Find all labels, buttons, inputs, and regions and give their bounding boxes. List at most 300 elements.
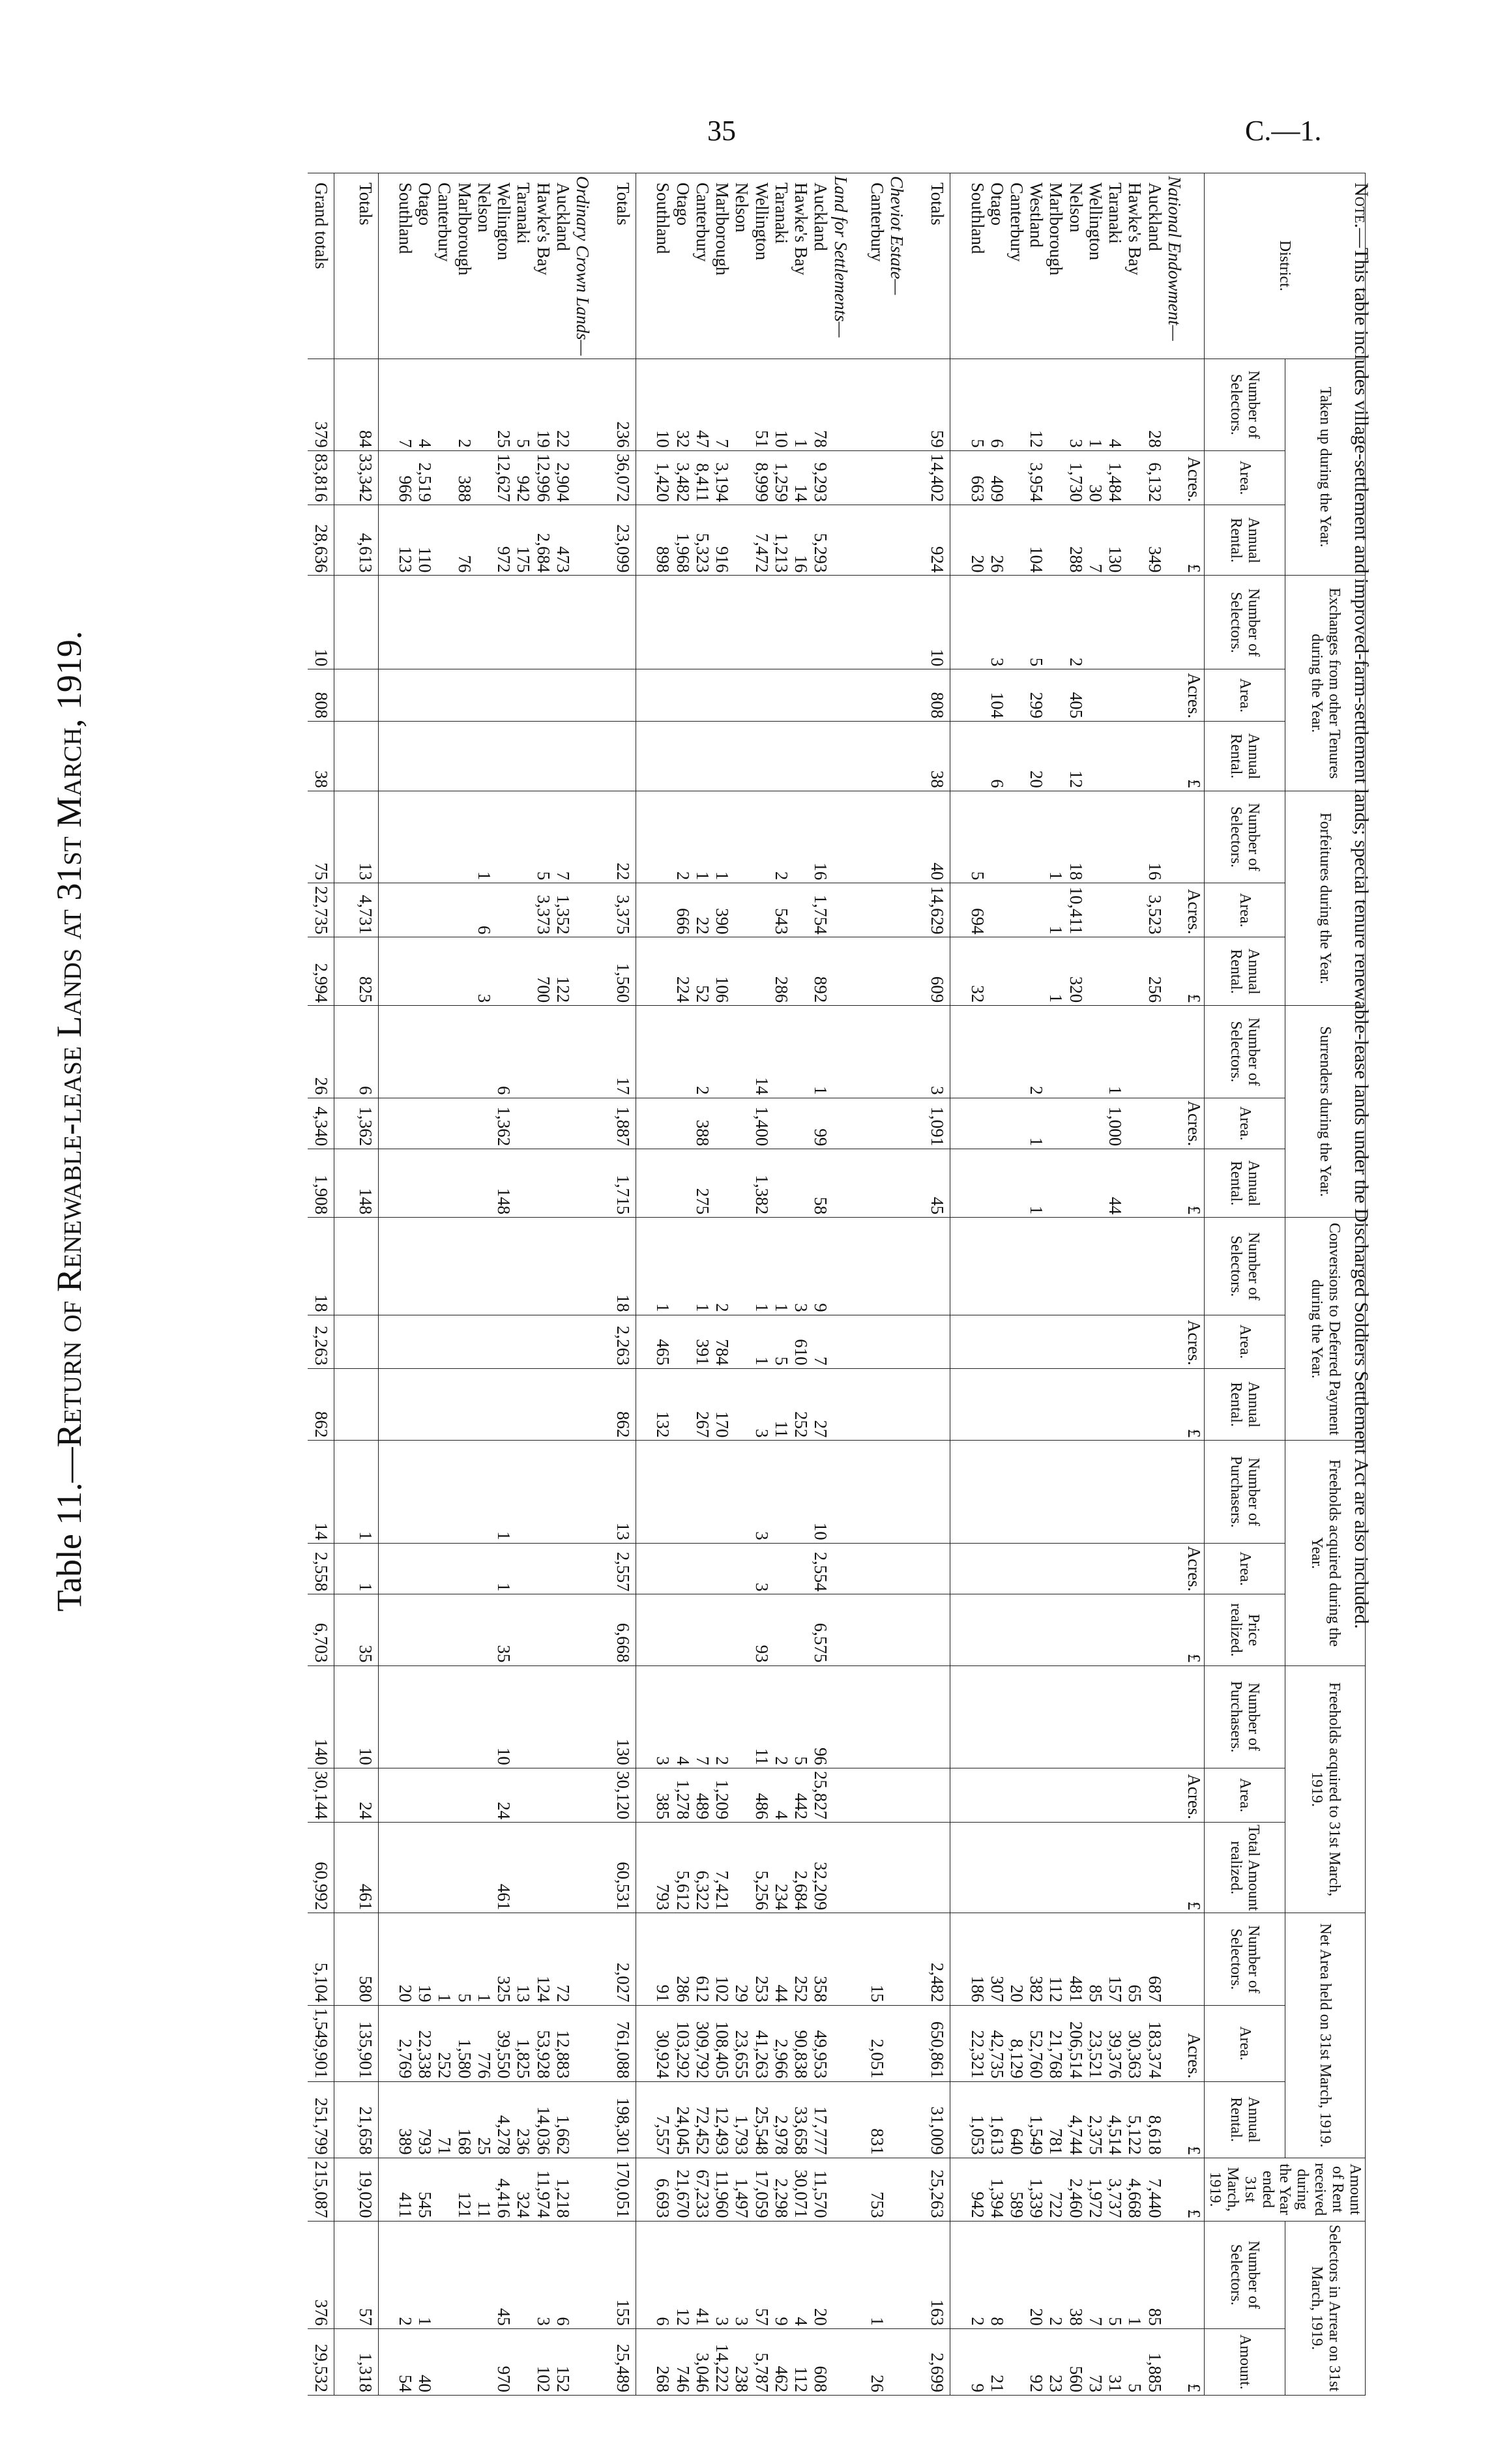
table-cell: 5,122 <box>1125 2081 1145 2158</box>
table-cell: 5,293 <box>811 505 830 576</box>
empty-cell <box>334 173 352 359</box>
subheader-area: Area. <box>1205 450 1285 505</box>
table-cell: 831 <box>868 2081 887 2158</box>
table-cell <box>1106 669 1125 722</box>
empty-cell <box>573 883 593 937</box>
empty-cell <box>593 1006 609 1098</box>
table-cell: 83,816 <box>308 450 334 505</box>
empty-cell <box>593 1543 609 1594</box>
table-cell: 640 <box>1007 2081 1027 2158</box>
table-cell <box>415 791 435 883</box>
empty-cell <box>851 1665 868 1768</box>
empty-cell <box>830 791 850 883</box>
table-cell: 15 <box>868 1913 887 2005</box>
empty-cell <box>636 1768 654 1822</box>
unit-cell: £ <box>1184 2081 1205 2158</box>
table-cell <box>1007 1665 1027 1768</box>
table-cell: 972 <box>494 505 514 576</box>
empty-cell <box>593 2005 609 2081</box>
empty-cell <box>950 1368 968 1441</box>
table-cell: 25 <box>475 2081 494 2158</box>
district-name: Canterbury <box>693 173 712 359</box>
table-cell: 2 <box>454 359 474 450</box>
table-cell <box>732 1218 752 1315</box>
table-cell: 5 <box>791 1665 811 1768</box>
table-row <box>712 173 732 2396</box>
empty-cell <box>830 2005 850 2081</box>
empty-cell <box>950 883 968 937</box>
table-cell: 1 <box>693 1218 712 1315</box>
district-name: Southland <box>653 173 673 359</box>
unit-cell: Acres. <box>1184 450 1205 505</box>
table-cell <box>351 722 378 791</box>
table-cell: 7 <box>693 1665 712 1768</box>
empty-cell <box>334 1913 352 2005</box>
table-cell <box>1125 1823 1145 1913</box>
table-cell: 3,523 <box>1145 883 1164 937</box>
renewable-lease-table <box>308 173 1366 2396</box>
table-cell <box>868 1768 887 1822</box>
table-cell <box>791 1149 811 1218</box>
empty-cell <box>334 722 352 791</box>
table-cell: 612 <box>693 1913 712 2005</box>
empty-cell <box>907 791 924 883</box>
table-cell <box>967 1441 987 1543</box>
table-cell: 30,071 <box>791 2158 811 2221</box>
empty-cell <box>334 576 352 669</box>
table-cell <box>1007 1768 1027 1822</box>
table-cell <box>1066 1315 1085 1368</box>
table-cell <box>1106 1315 1125 1368</box>
table-cell: 13 <box>514 1913 533 2005</box>
table-cell: 2,482 <box>924 1913 950 2005</box>
empty-cell <box>378 1149 396 1218</box>
table-cell <box>924 1543 950 1594</box>
empty-cell <box>334 1823 352 1913</box>
table-cell <box>1125 1006 1145 1098</box>
district-name: Taranaki <box>772 173 791 359</box>
table-cell: 7 <box>811 1315 830 1368</box>
empty-cell <box>593 1823 609 1913</box>
section-heading-row <box>573 173 593 2396</box>
table-cell <box>732 1441 752 1543</box>
table-cell <box>475 1149 494 1218</box>
table-cell <box>1066 1149 1085 1218</box>
table-cell: 325 <box>494 1913 514 2005</box>
table-cell <box>351 1315 378 1368</box>
table-cell: 1,715 <box>609 1149 636 1218</box>
empty-cell <box>334 791 352 883</box>
table-cell <box>415 1665 435 1768</box>
table-cell <box>732 1768 752 1822</box>
table-cell: 4,613 <box>351 505 378 576</box>
table-cell: 29 <box>732 1913 752 2005</box>
empty-cell <box>334 450 352 505</box>
table-cell: 784 <box>712 1315 732 1368</box>
table-cell <box>988 1665 1007 1768</box>
table-cell <box>1125 1768 1145 1822</box>
empty-cell <box>1165 1315 1184 1368</box>
subheader-selectors: Number of Selectors. <box>1205 1006 1285 1098</box>
table-cell <box>454 883 474 937</box>
table-cell <box>533 1594 553 1665</box>
grand-totals-row <box>308 173 334 2396</box>
table-cell <box>435 1543 454 1594</box>
table-cell <box>967 1823 987 1913</box>
empty-cell <box>887 450 907 505</box>
table-cell: 694 <box>967 883 987 937</box>
empty-cell <box>573 1149 593 1218</box>
empty-cell <box>1165 669 1184 722</box>
table-cell <box>1027 1543 1046 1594</box>
empty-cell <box>636 937 654 1006</box>
table-cell <box>868 450 887 505</box>
table-cell <box>752 937 771 1006</box>
table-cell: 6 <box>553 2221 573 2328</box>
empty-cell <box>851 359 868 450</box>
table-cell <box>514 576 533 669</box>
empty-cell <box>830 2328 850 2395</box>
table-cell <box>1086 1441 1106 1543</box>
table-cell: 966 <box>396 450 415 505</box>
table-cell: 3 <box>653 1665 673 1768</box>
table-cell: 20 <box>811 2221 830 2328</box>
table-cell: 104 <box>988 669 1007 722</box>
empty-cell <box>950 505 968 576</box>
table-cell <box>1086 1368 1106 1441</box>
section-heading-row <box>830 173 850 2396</box>
table-cell: 1,793 <box>732 2081 752 2158</box>
table-cell <box>1086 1315 1106 1368</box>
table-cell <box>732 1315 752 1368</box>
empty-cell <box>573 1543 593 1594</box>
table-cell: 7,421 <box>712 1823 732 1913</box>
table-cell: 14,222 <box>712 2328 732 2395</box>
table-cell <box>553 1823 573 1913</box>
table-cell <box>967 1006 987 1098</box>
empty-cell <box>378 1913 396 2005</box>
table-cell <box>435 1368 454 1441</box>
table-cell <box>514 1098 533 1149</box>
empty-cell <box>907 2221 924 2328</box>
table-cell <box>1125 505 1145 576</box>
table-cell <box>1046 1594 1066 1665</box>
table-cell <box>653 576 673 669</box>
table-cell: 286 <box>673 1913 693 2005</box>
table-cell <box>967 1315 987 1368</box>
empty-cell <box>851 1149 868 1218</box>
empty-cell <box>1165 2158 1184 2221</box>
table-cell: 20 <box>396 1913 415 2005</box>
empty-cell <box>950 2221 968 2328</box>
table-cell: 16 <box>1145 791 1164 883</box>
table-cell <box>553 1665 573 1768</box>
table-cell <box>732 1098 752 1149</box>
table-cell <box>435 1594 454 1665</box>
table-cell: 71 <box>435 2081 454 2158</box>
table-cell <box>609 722 636 791</box>
table-cell <box>435 1218 454 1315</box>
table-cell: 2 <box>967 2221 987 2328</box>
empty-cell <box>378 791 396 883</box>
empty-cell <box>1165 1594 1184 1665</box>
table-cell: 9,293 <box>811 450 830 505</box>
table-cell: 35 <box>351 1594 378 1665</box>
table-cell <box>475 1098 494 1149</box>
table-cell: 170,051 <box>609 2158 636 2221</box>
empty-cell <box>950 1665 968 1768</box>
table-cell <box>924 1441 950 1543</box>
table-cell: 5 <box>967 791 987 883</box>
empty-cell <box>830 1665 850 1768</box>
table-cell: 349 <box>1145 505 1164 576</box>
empty-cell <box>887 669 907 722</box>
empty-cell <box>593 2221 609 2328</box>
empty-cell <box>1165 1768 1184 1822</box>
table-cell: 41 <box>693 2221 712 2328</box>
empty-cell <box>887 791 907 883</box>
table-cell <box>415 669 435 722</box>
table-cell <box>988 1006 1007 1098</box>
table-cell: 462 <box>772 2328 791 2395</box>
table-cell <box>772 576 791 669</box>
table-cell: 781 <box>1046 2081 1066 2158</box>
table-cell: 17,059 <box>752 2158 771 2221</box>
table-cell <box>494 1218 514 1315</box>
table-cell: 2,904 <box>553 450 573 505</box>
district-name: Westland <box>1027 173 1046 359</box>
table-cell <box>415 1315 435 1368</box>
table-cell: 12,493 <box>712 2081 732 2158</box>
table-cell: 38 <box>1066 2221 1085 2328</box>
table-cell: 11 <box>772 1368 791 1441</box>
table-cell: 1,339 <box>1027 2158 1046 2221</box>
subheader-rental: Annual Rental. <box>1205 1149 1285 1218</box>
unit-cell <box>1184 576 1205 669</box>
table-cell <box>1066 1218 1085 1315</box>
table-cell: 121 <box>454 2158 474 2221</box>
empty-cell <box>950 576 968 669</box>
table-cell <box>396 791 415 883</box>
table-cell <box>1145 1218 1164 1315</box>
empty-cell <box>593 505 609 576</box>
unit-cell: £ <box>1184 937 1205 1006</box>
empty-cell <box>830 722 850 791</box>
table-cell: 8,411 <box>693 450 712 505</box>
empty-cell <box>851 883 868 937</box>
table-cell: 11,570 <box>811 2158 830 2221</box>
empty-cell <box>1165 2221 1184 2328</box>
table-cell <box>1046 1768 1066 1822</box>
empty-cell <box>887 1543 907 1594</box>
district-name: Auckland <box>1145 173 1164 359</box>
table-cell <box>435 2221 454 2328</box>
empty-cell <box>378 1006 396 1098</box>
table-cell: 5,787 <box>752 2328 771 2395</box>
empty-cell <box>851 2221 868 2328</box>
table-cell: 85 <box>1145 2221 1164 2328</box>
table-cell <box>415 1823 435 1913</box>
table-cell <box>454 1368 474 1441</box>
table-cell: 90,838 <box>791 2005 811 2081</box>
unit-cell: £ <box>1184 1594 1205 1665</box>
table-cell: 2 <box>673 791 693 883</box>
unit-cell <box>1184 1913 1205 2005</box>
table-cell: 4 <box>415 359 435 450</box>
table-cell <box>454 1149 474 1218</box>
empty-cell <box>334 2158 352 2221</box>
table-cell: 1 <box>1027 1149 1046 1218</box>
table-cell: 85 <box>1086 1913 1106 2005</box>
table-cell: 4,340 <box>308 1098 334 1149</box>
empty-cell <box>636 2081 654 2158</box>
table-cell: 1,000 <box>1106 1098 1125 1149</box>
empty-cell <box>950 1768 968 1822</box>
table-cell <box>1106 1594 1125 1665</box>
table-cell: 14,629 <box>924 883 950 937</box>
table-cell <box>514 1594 533 1665</box>
empty-cell <box>573 2005 593 2081</box>
table-cell: 2 <box>1046 2221 1066 2328</box>
empty-cell <box>378 1594 396 1665</box>
table-cell: 12,996 <box>533 450 553 505</box>
table-cell: 84 <box>351 359 378 450</box>
table-cell <box>415 937 435 1006</box>
table-cell: 3 <box>732 2221 752 2328</box>
table-cell: 44 <box>1106 1149 1125 1218</box>
table-cell: 1,400 <box>752 1098 771 1149</box>
table-cell: 5 <box>533 791 553 883</box>
table-cell: 60,531 <box>609 1823 636 1913</box>
table-cell: 5 <box>1125 2328 1145 2395</box>
table-cell <box>732 1594 752 1665</box>
empty-cell <box>573 450 593 505</box>
empty-cell <box>378 505 396 576</box>
table-title-main: Return of Renewable-lease Lands at 31st March, 1919. <box>50 630 89 1448</box>
empty-cell <box>636 1823 654 1913</box>
table-cell: 1,613 <box>988 2081 1007 2158</box>
table-cell: 746 <box>673 2328 693 2395</box>
table-cell: 234 <box>772 1823 791 1913</box>
spacer-row <box>636 173 654 2396</box>
empty-cell <box>573 1315 593 1368</box>
table-cell: 130 <box>609 1665 636 1768</box>
table-cell <box>351 1368 378 1441</box>
table-cell <box>811 722 830 791</box>
table-cell <box>415 1543 435 1594</box>
empty-cell <box>334 505 352 576</box>
table-cell <box>396 1441 415 1543</box>
table-cell <box>1046 1543 1066 1594</box>
empty-cell <box>887 1218 907 1315</box>
table-cell <box>1145 1315 1164 1368</box>
subheader-selectors: Number of Selectors. <box>1205 576 1285 669</box>
table-cell: 163 <box>924 2221 950 2328</box>
empty-cell <box>378 1368 396 1441</box>
table-cell <box>732 1665 752 1768</box>
empty-cell <box>573 1006 593 1098</box>
table-row <box>732 173 752 2396</box>
table-cell: 8 <box>988 2221 1007 2328</box>
empty-cell <box>1165 722 1184 791</box>
table-cell <box>772 1441 791 1543</box>
table-cell: 1 <box>1046 883 1066 937</box>
table-cell <box>1125 1665 1145 1768</box>
table-cell <box>791 883 811 937</box>
table-cell <box>475 1768 494 1822</box>
table-cell <box>415 1006 435 1098</box>
empty-cell <box>593 359 609 450</box>
table-cell <box>1086 1149 1106 1218</box>
table-cell <box>396 883 415 937</box>
empty-cell <box>830 2158 850 2221</box>
table-cell <box>868 1149 887 1218</box>
table-cell: 1 <box>475 1913 494 2005</box>
table-cell: 776 <box>475 2005 494 2081</box>
table-cell: 7 <box>1086 505 1106 576</box>
table-cell: 4,744 <box>1066 2081 1085 2158</box>
table-cell <box>533 1149 553 1218</box>
table-title-prefix: Table 11.— <box>50 1447 89 1612</box>
table-cell <box>514 1768 533 1822</box>
table-cell: 12,627 <box>494 450 514 505</box>
table-cell <box>868 1441 887 1543</box>
table-cell: 666 <box>673 883 693 937</box>
table-cell <box>435 2328 454 2395</box>
unit-cell <box>1184 359 1205 450</box>
table-cell: 6 <box>653 2221 673 2328</box>
table-cell <box>435 1315 454 1368</box>
district-name: Grand totals <box>308 173 334 359</box>
table-cell: 65 <box>1125 1913 1145 2005</box>
table-cell: 543 <box>772 883 791 937</box>
table-cell <box>553 1768 573 1822</box>
table-cell: 103,292 <box>673 2005 693 2081</box>
table-cell: 1,362 <box>351 1098 378 1149</box>
empty-cell <box>636 2158 654 2221</box>
table-cell: 10 <box>653 359 673 450</box>
table-cell: 6 <box>475 883 494 937</box>
empty-cell <box>334 1006 352 1098</box>
table-cell: 251,799 <box>308 2081 334 2158</box>
table-cell <box>1007 359 1027 450</box>
table-cell <box>988 1315 1007 1368</box>
empty-cell <box>573 937 593 1006</box>
empty-cell <box>907 1543 924 1594</box>
table-cell: 22,735 <box>308 883 334 937</box>
empty-cell <box>887 722 907 791</box>
table-cell <box>712 1441 732 1543</box>
empty-cell <box>830 2221 850 2328</box>
table-cell <box>553 1006 573 1098</box>
table-cell <box>673 1098 693 1149</box>
totals-row <box>924 173 950 2396</box>
table-cell: 4,731 <box>351 883 378 937</box>
table-cell: 23,099 <box>609 505 636 576</box>
table-cell: 31 <box>1106 2328 1125 2395</box>
empty-cell <box>378 1218 396 1315</box>
empty-cell <box>636 2221 654 2328</box>
empty-cell <box>907 2158 924 2221</box>
table-cell <box>1125 450 1145 505</box>
table-cell: 26 <box>988 505 1007 576</box>
table-cell: 461 <box>351 1823 378 1913</box>
table-cell: 28 <box>1145 359 1164 450</box>
table-cell <box>1007 1441 1027 1543</box>
empty-cell <box>830 1098 850 1149</box>
table-cell <box>514 1006 533 1098</box>
table-cell: 40 <box>924 791 950 883</box>
